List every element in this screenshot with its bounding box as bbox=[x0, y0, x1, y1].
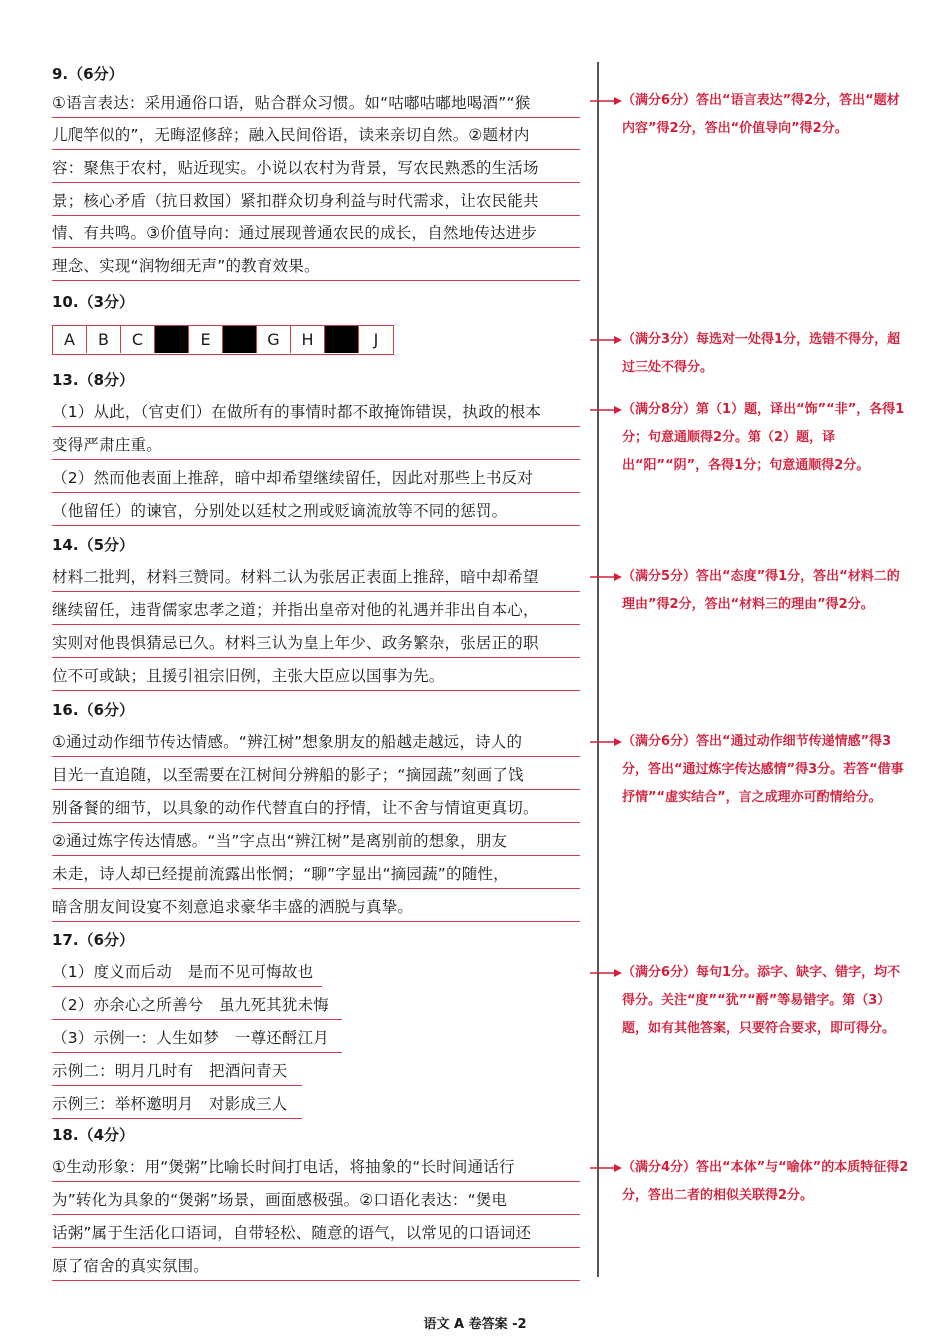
answer-line: 示例二：明月几时有 把酒问青天 bbox=[52, 1056, 302, 1086]
answer-line: （2）然而他表面上推辞，暗中却希望继续留任，因此对那些上书反对 bbox=[52, 463, 580, 493]
choice-box-filled bbox=[155, 326, 189, 353]
scoring-note-17: （满分6分）每句1分。添字、缺字、错字，均不得分。关注“度”“犹”“酹”等易错字。第（3）题，如有其他答案，只要符合要求，即可得分。 bbox=[622, 965, 901, 1036]
question-17-number: 17.（6分） bbox=[52, 931, 135, 949]
choice-box-filled bbox=[325, 326, 359, 353]
answer-line: 儿爬竿似的”，无晦涩修辞；融入民间俗语，读来亲切自然。②题材内 bbox=[52, 120, 580, 150]
answer-line: 别备餐的细节，以具象的动作代替直白的抒情，让不舍与情谊更真切。 bbox=[52, 793, 580, 823]
choice-box-filled bbox=[223, 326, 257, 353]
question-16-number: 16.（6分） bbox=[52, 701, 135, 719]
choice-box: C bbox=[121, 326, 155, 353]
answer-line: 容：聚焦于农村，贴近现实。小说以农村为背景，写农民熟悉的生活场 bbox=[52, 153, 580, 183]
answer-line: 话粥”属于生活化口语词，自带轻松、随意的语气，以常见的口语词还 bbox=[52, 1218, 580, 1248]
choice-boxes bbox=[52, 325, 394, 355]
question-10-number: 10.（3分） bbox=[52, 293, 135, 311]
answer-line: 景；核心矛盾（抗日救国）紧扣群众切身利益与时代需求，让农民能共 bbox=[52, 186, 580, 216]
answer-line: 变得严肃庄重。 bbox=[52, 430, 580, 460]
answer-line: 原了宿舍的真实氛围。 bbox=[52, 1251, 580, 1281]
answer-line: 材料二批判，材料三赞同。材料二认为张居正表面上推辞，暗中却希望 bbox=[52, 562, 580, 592]
arrow-icon bbox=[590, 1163, 622, 1173]
question-18-number: 18.（4分） bbox=[52, 1126, 135, 1144]
choice-box: E bbox=[189, 326, 223, 353]
arrow-icon bbox=[590, 405, 622, 415]
scoring-note-14: （满分5分）答出“态度”得1分，答出“材料二的理由”得2分，答出“材料三的理由”得2分。 bbox=[622, 569, 900, 612]
arrow-icon bbox=[590, 737, 622, 747]
answer-line: 暗含朋友间设宴不刻意追求豪华丰盛的洒脱与真挚。 bbox=[52, 892, 580, 922]
question-9-number: 9.（6分） bbox=[52, 65, 124, 83]
arrow-icon bbox=[590, 572, 622, 582]
question-13-number: 13.（8分） bbox=[52, 371, 135, 389]
answer-line: （3）示例一：人生如梦 一尊还酹江月 bbox=[52, 1023, 342, 1053]
arrow-icon bbox=[590, 968, 622, 978]
answer-line: （他留任）的谏官，分别处以廷杖之刑或贬谪流放等不同的惩罚。 bbox=[52, 496, 580, 526]
answer-line: 实则对他畏惧猜忌已久。材料三认为皇上年少、政务繁杂，张居正的职 bbox=[52, 628, 580, 658]
scoring-note-18: （满分4分）答出“本体”与“喻体”的本质特征得2分，答出二者的相似关联得2分。 bbox=[622, 1160, 909, 1203]
answer-line: 位不可或缺；且援引祖宗旧例，主张大臣应以国事为先。 bbox=[52, 661, 580, 691]
scoring-note-9: （满分6分）答出“语言表达”得2分，答出“题材内容”得2分，答出“价值导向”得2分。 bbox=[622, 93, 900, 136]
answer-line: 理念、实现“润物细无声”的教育效果。 bbox=[52, 251, 580, 281]
answer-line: ①通过动作细节传达情感。“辨江树”想象朋友的船越走越远，诗人的 bbox=[52, 727, 580, 757]
question-14-number: 14.（5分） bbox=[52, 536, 135, 554]
answer-line: 未走，诗人却已经提前流露出怅惘；“聊”字显出“摘园蔬”的随性， bbox=[52, 859, 580, 889]
choice-box: G bbox=[257, 326, 291, 353]
choice-box: J bbox=[373, 330, 379, 349]
choice-box: A bbox=[53, 326, 87, 353]
scoring-note-13: （满分8分）第（1）题，译出“饰”“非”，各得1分；句意通顺得2分。第（2）题，译出“阳”“阴”，各得1分；句意通顺得2分。 bbox=[622, 402, 905, 473]
answer-line: ①生动形象：用“煲粥”比喻长时间打电话，将抽象的“长时间通话行 bbox=[52, 1152, 580, 1182]
answer-line: 目光一直追随，以至需要在江树间分辨船的影子；“摘园蔬”刻画了饯 bbox=[52, 760, 580, 790]
answer-line: 情、有共鸣。③价值导向：通过展现普通农民的成长，自然地传达进步 bbox=[52, 218, 580, 248]
answer-line: （1）从此，（官吏们）在做所有的事情时都不敢掩饰错误，执政的根本 bbox=[52, 397, 580, 427]
scoring-note-10: （满分3分）每选对一处得1分，选错不得分，超过三处不得分。 bbox=[622, 332, 901, 375]
answer-line: ②通过炼字传达情感。“当”字点出“辨江树”是离别前的想象，朋友 bbox=[52, 826, 580, 856]
arrow-icon bbox=[590, 96, 622, 106]
choice-box: B bbox=[87, 326, 121, 353]
scoring-note-16: （满分6分）答出“通过动作细节传递情感”得3分，答出“通过炼字传达感情”得3分。若答“借事抒情”“虚实结合”，言之成理亦可酌情给分。 bbox=[622, 734, 904, 805]
margin-divider bbox=[597, 62, 599, 1277]
answer-line: ①语言表达：采用通俗口语，贴合群众习惯。如“咕嘟咕嘟地喝酒”“猴 bbox=[52, 88, 580, 118]
answer-line: 继续留任，违背儒家忠孝之道；并指出皇帝对他的礼遇并非出自本心， bbox=[52, 595, 580, 625]
answer-line: 为”转化为具象的“煲粥”场景，画面感极强。②口语化表达：“煲电 bbox=[52, 1185, 580, 1215]
arrow-icon bbox=[590, 335, 622, 345]
answer-line: （2）亦余心之所善兮 虽九死其犹未悔 bbox=[52, 990, 342, 1020]
answer-line: 示例三：举杯邀明月 对影成三人 bbox=[52, 1089, 302, 1119]
answer-line: （1）度义而后动 是而不见可悔故也 bbox=[52, 957, 322, 987]
choice-box: H bbox=[291, 326, 325, 353]
page-footer: 语文 A 卷答案 -2 bbox=[423, 1317, 527, 1332]
